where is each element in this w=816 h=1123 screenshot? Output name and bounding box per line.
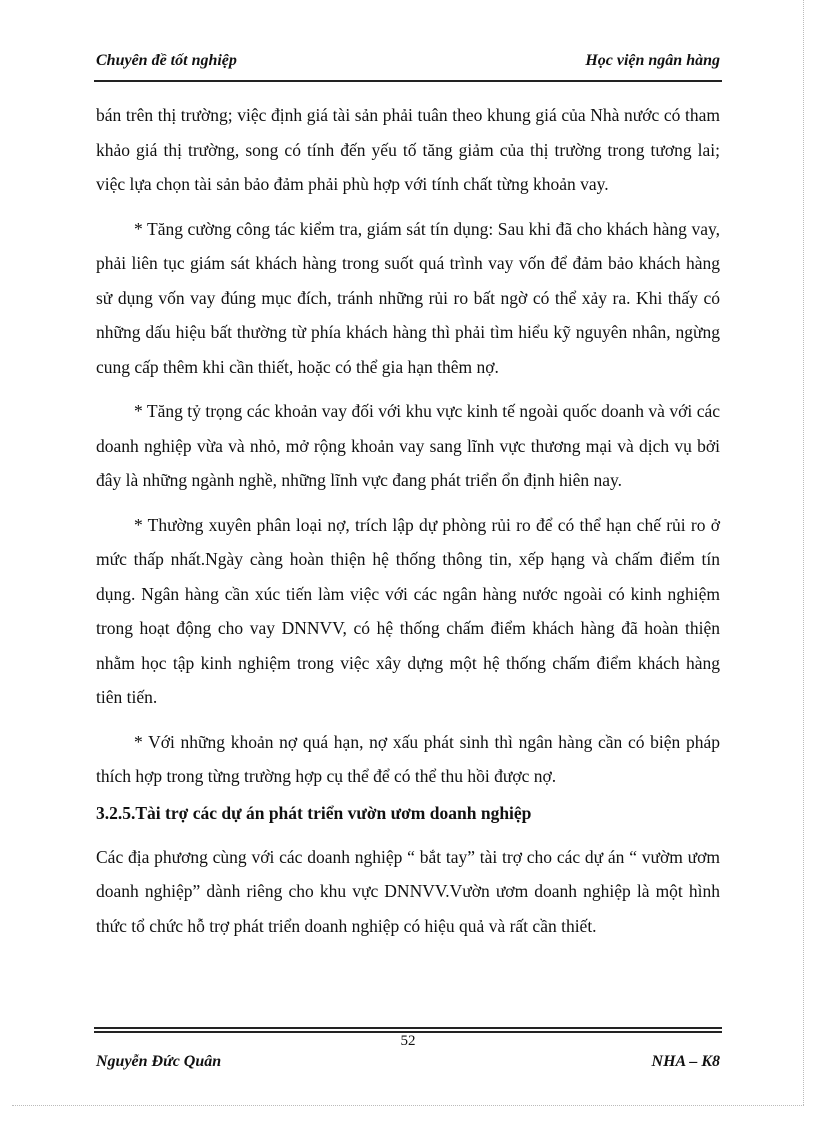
footer-rule-top — [94, 1027, 722, 1029]
header-left-title: Chuyên đề tốt nghiệp — [96, 52, 237, 69]
footer-author: Nguyễn Đức Quân — [96, 1053, 222, 1070]
page-footer — [96, 1053, 720, 1077]
header-right-title: Học viện ngân hàng — [585, 52, 720, 69]
page-header — [96, 52, 720, 76]
paragraph-credit-monitoring: * Tăng cường công tác kiểm tra, giám sát tín dụng: Sau khi đã cho khách hàng vay, phải liên tục giám sát khách hàng trong suốt quá trình vay vốn để đảm bảo khách hàng sử dụng vốn vay đúng mục đích, tránh những rủi ro bất ngờ có thể xảy ra. Khi thấy có những dấu hiệu bất thường từ phía khách hàng thì phải tìm hiểu kỹ nguyên nhân, ngừng cung cấp thêm khi cần thiết, hoặc có thể gia hạn thêm nợ. — [96, 218, 720, 377]
header-rule — [94, 80, 722, 82]
page-border-bottom — [12, 1105, 804, 1106]
document-body — [96, 98, 720, 953]
page-border-right — [803, 0, 804, 1105]
paragraph-incubator: Các địa phương cùng với các doanh nghiệp “ bắt tay” tài trợ cho các dự án “ vườm ươm doanh nghiệp” dành riêng cho khu vực DNNVV.Vườn ươm doanh nghiệp là một hình thức tổ chức hỗ trợ phát triển doanh nghiệp có hiệu quả và rất cần thiết. — [96, 846, 720, 936]
section-heading: 3.2.5.Tài trợ các dự án phát triển vườn ươm doanh nghiệp — [96, 802, 532, 823]
page-number: 52 — [400, 1033, 416, 1049]
paragraph-collateral-valuation: bán trên thị trường; việc định giá tài sản phải tuân theo khung giá của Nhà nước có tham khảo giá thị trường, song có tính đến yếu tố tăng giảm của thị trường trong tương lai; việc lựa chọn tài sản bảo đảm phải phù hợp với tính chất từng khoản vay. — [96, 105, 720, 194]
paragraph-debt-classification: * Thường xuyên phân loại nợ, trích lập dự phòng rủi ro để có thể hạn chế rủi ro ở mức thấp nhất.Ngày càng hoàn thiện hệ thống thông tin, xếp hạng và chấm điểm tín dụng. Ngân hàng cần xúc tiến làm việc với các ngân hàng nước ngoài có kinh nghiệm trong hoạt động cho vay DNNVV, có hệ thống chấm điểm khách hàng đã hoàn thiện nhằm học tập kinh nghiệm trong việc xây dựng một hệ thống chấm điểm khách hàng tiên tiến. — [96, 514, 720, 707]
paragraph-overdue-debt: * Với những khoản nợ quá hạn, nợ xấu phát sinh thì ngân hàng cần có biện pháp thích hợp trong từng trường hợp cụ thể để có thể thu hồi được nợ. — [96, 731, 720, 786]
footer-class-code: NHA – K8 — [651, 1053, 720, 1070]
paragraph-loan-proportion: * Tăng tỷ trọng các khoản vay đối với khu vực kinh tế ngoài quốc doanh và với các doanh nghiệp vừa và nhỏ, mở rộng khoản vay sang lĩnh vực thương mại và dịch vụ bởi đây là những ngành nghề, những lĩnh vực đang phát triển ổn định hiên nay. — [96, 401, 720, 490]
